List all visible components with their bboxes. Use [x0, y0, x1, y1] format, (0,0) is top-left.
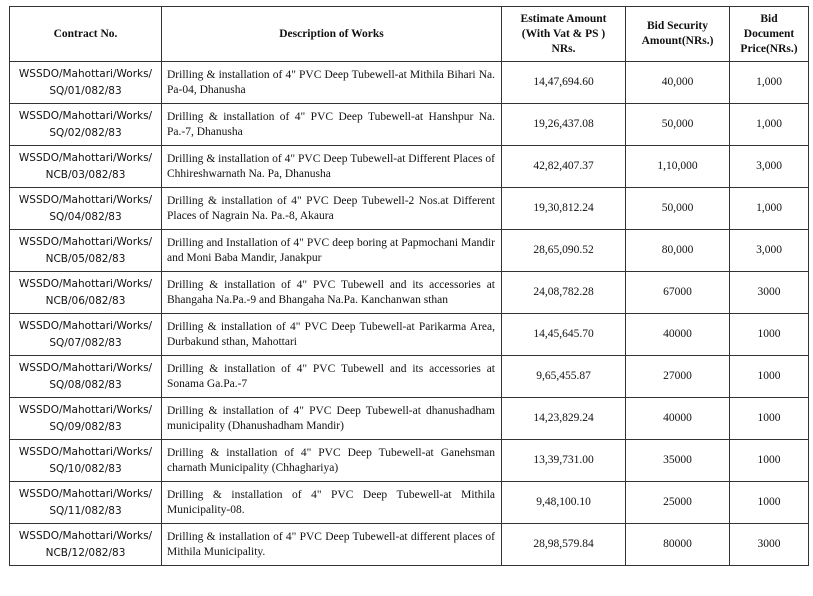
- estimate-amount-cell: 28,98,579.84: [502, 524, 626, 566]
- estimate-amount-cell: 9,65,455.87: [502, 356, 626, 398]
- table-row: [10, 398, 809, 440]
- description-cell: Drilling & installation of 4" PVC Deep Tubewell-at Hanshpur Na. Pa.-7, Dhanusha: [162, 104, 502, 146]
- table-row: [10, 230, 809, 272]
- header-bid-security: Bid Security Amount(NRs.): [626, 7, 730, 62]
- estimate-amount-cell: 9,48,100.10: [502, 482, 626, 524]
- bid-security-cell: 25000: [626, 482, 730, 524]
- bid-security-cell: 50,000: [626, 188, 730, 230]
- document-price-cell: 1,000: [730, 62, 809, 104]
- description-cell: Drilling & installation of 4" PVC Deep Tubewell-at Parikarma Area, Durbakund sthan, Mahottari: [162, 314, 502, 356]
- estimate-amount-cell: 19,30,812.24: [502, 188, 626, 230]
- table-row: [10, 272, 809, 314]
- estimate-amount-cell: 14,23,829.24: [502, 398, 626, 440]
- estimate-amount-cell: 14,45,645.70: [502, 314, 626, 356]
- bid-security-cell: 40000: [626, 398, 730, 440]
- document-price-cell: 1,000: [730, 104, 809, 146]
- document-price-cell: 1000: [730, 398, 809, 440]
- contract-no-cell: WSSDO/Mahottari/Works/ SQ/02/082/83: [10, 104, 162, 146]
- bid-security-cell: 67000: [626, 272, 730, 314]
- estimate-amount-cell: 42,82,407.37: [502, 146, 626, 188]
- header-contract-no: Contract No.: [10, 7, 162, 62]
- bid-security-cell: 35000: [626, 440, 730, 482]
- header-document-price: Bid Document Price(NRs.): [730, 7, 809, 62]
- contract-no-cell: WSSDO/Mahottari/Works/ NCB/03/082/83: [10, 146, 162, 188]
- table-row: [10, 314, 809, 356]
- description-cell: Drilling & installation of 4" PVC Deep Tubewell-2 Nos.at Different Places of Nagrain Na. Pa.-8, Akaura: [162, 188, 502, 230]
- bid-security-cell: 40,000: [626, 62, 730, 104]
- document-price-cell: 3000: [730, 272, 809, 314]
- bid-security-cell: 80000: [626, 524, 730, 566]
- table-row: [10, 188, 809, 230]
- bid-security-cell: 50,000: [626, 104, 730, 146]
- table-row: [10, 146, 809, 188]
- document-price-cell: 1000: [730, 314, 809, 356]
- contract-no-cell: WSSDO/Mahottari/Works/ SQ/11/082/83: [10, 482, 162, 524]
- description-cell: Drilling & installation of 4" PVC Deep Tubewell-at Mithila Bihari Na. Pa-04, Dhanusha: [162, 62, 502, 104]
- document-price-cell: 3,000: [730, 146, 809, 188]
- description-cell: Drilling & installation of 4" PVC Deep Tubewell-at Mithila Municipality-08.: [162, 482, 502, 524]
- document-price-cell: 3,000: [730, 230, 809, 272]
- header-estimate-amount: Estimate Amount (With Vat & PS ) NRs.: [502, 7, 626, 62]
- contract-no-cell: WSSDO/Mahottari/Works/ SQ/09/082/83: [10, 398, 162, 440]
- description-cell: Drilling & installation of 4" PVC Tubewell and its accessories at Bhangaha Na.Pa.-9 and Bhangaha Na.Pa. Kanchanwan sthan: [162, 272, 502, 314]
- description-cell: Drilling & installation of 4" PVC Deep Tubewell-at Different Places of Chhireshwarnath Na. Pa, Dhanusha: [162, 146, 502, 188]
- bid-security-cell: 1,10,000: [626, 146, 730, 188]
- estimate-amount-cell: 13,39,731.00: [502, 440, 626, 482]
- tender-table: [9, 6, 809, 566]
- bid-security-cell: 80,000: [626, 230, 730, 272]
- contract-no-cell: WSSDO/Mahottari/Works/ NCB/12/082/83: [10, 524, 162, 566]
- table-row: [10, 440, 809, 482]
- description-cell: Drilling & installation of 4" PVC Deep Tubewell-at different places of Mithila Municipality.: [162, 524, 502, 566]
- contract-no-cell: WSSDO/Mahottari/Works/ SQ/10/082/83: [10, 440, 162, 482]
- table-row: [10, 104, 809, 146]
- contract-no-cell: WSSDO/Mahottari/Works/ NCB/05/082/83: [10, 230, 162, 272]
- document-price-cell: 1000: [730, 482, 809, 524]
- table-row: [10, 356, 809, 398]
- document-price-cell: 1,000: [730, 188, 809, 230]
- bid-security-cell: 40000: [626, 314, 730, 356]
- document-price-cell: 3000: [730, 524, 809, 566]
- description-cell: Drilling & installation of 4" PVC Tubewell and its accessories at Sonama Ga.Pa.-7: [162, 356, 502, 398]
- estimate-amount-cell: 19,26,437.08: [502, 104, 626, 146]
- description-cell: Drilling & installation of 4" PVC Deep Tubewell-at Ganehsman charnath Municipality (Chhaghariya): [162, 440, 502, 482]
- description-cell: Drilling and Installation of 4" PVC deep boring at Papmochani Mandir and Moni Baba Mandir, Janakpur: [162, 230, 502, 272]
- document-price-cell: 1000: [730, 356, 809, 398]
- estimate-amount-cell: 24,08,782.28: [502, 272, 626, 314]
- contract-no-cell: WSSDO/Mahottari/Works/ NCB/06/082/83: [10, 272, 162, 314]
- contract-no-cell: WSSDO/Mahottari/Works/ SQ/01/082/83: [10, 62, 162, 104]
- contract-no-cell: WSSDO/Mahottari/Works/ SQ/07/082/83: [10, 314, 162, 356]
- estimate-amount-cell: 14,47,694.60: [502, 62, 626, 104]
- header-description: Description of Works: [162, 7, 502, 62]
- estimate-amount-cell: 28,65,090.52: [502, 230, 626, 272]
- table-row: [10, 524, 809, 566]
- bid-security-cell: 27000: [626, 356, 730, 398]
- description-cell: Drilling & installation of 4" PVC Deep Tubewell-at dhanushadham municipality (Dhanushadham Mandir): [162, 398, 502, 440]
- contract-no-cell: WSSDO/Mahottari/Works/ SQ/08/082/83: [10, 356, 162, 398]
- table-row: [10, 62, 809, 104]
- header-row: [10, 7, 809, 62]
- contract-no-cell: WSSDO/Mahottari/Works/ SQ/04/082/83: [10, 188, 162, 230]
- document-price-cell: 1000: [730, 440, 809, 482]
- table-row: [10, 482, 809, 524]
